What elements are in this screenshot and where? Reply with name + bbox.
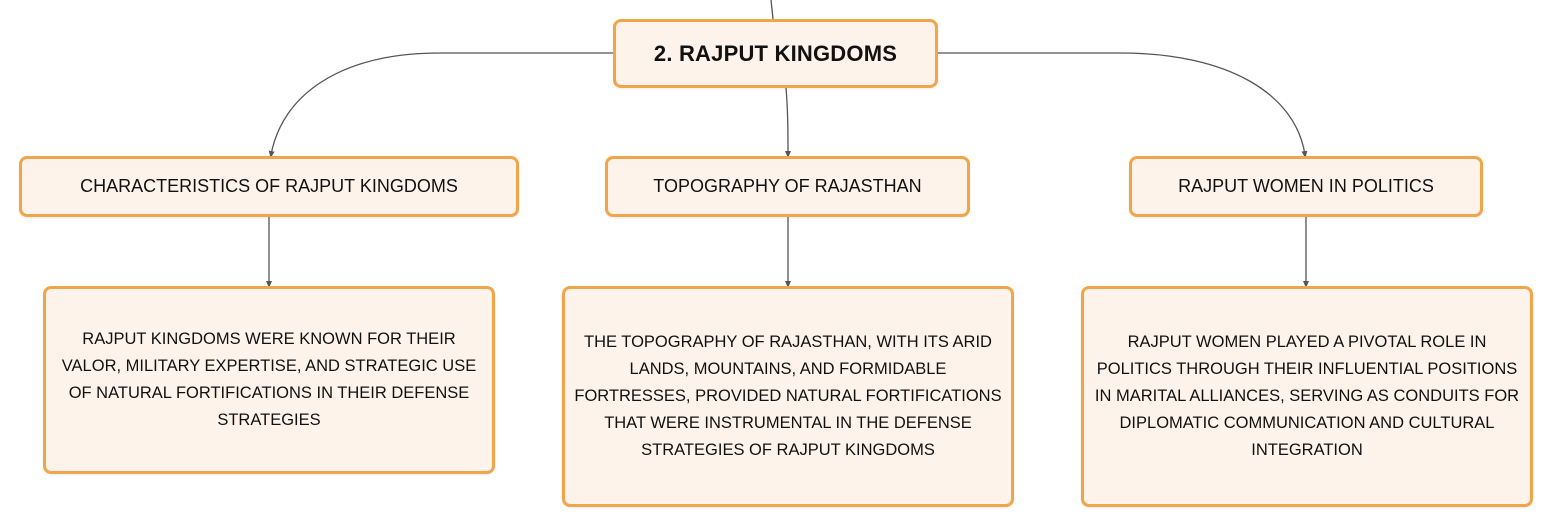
- root-node-label: 2. RAJPUT KINGDOMS: [653, 40, 898, 66]
- connector-root-to-topography: [786, 88, 788, 155]
- description-text: RAJPUT KINGDOMS WERE KNOWN FOR THEIR VALOR, MILITARY EXPERTISE, AND STRATEGIC USE OF NATURAL FORTIFICATIONS IN THEIR DEFENSE STRATEGIES: [61, 330, 477, 429]
- description-text: RAJPUT WOMEN PLAYED A PIVOTAL ROLE IN POLITICS THROUGH THEIR INFLUENTIAL POSITIONS IN MARITAL ALLIANCES, SERVING AS CONDUITS FOR DIPLOMATIC COMMUNICATION AND CULTURAL INTEGRATION: [1094, 333, 1520, 459]
- topic-node-label: TOPOGRAPHY OF RAJASTHAN: [653, 176, 922, 196]
- connector-root-to-women: [938, 53, 1305, 155]
- description-text: THE TOPOGRAPHY OF RAJASTHAN, WITH ITS ARID LANDS, MOUNTAINS, AND FORMIDABLE FORTRESSES, PROVIDED NATURAL FORTIFICATIONS THAT WERE INSTRUMENTAL IN THE DEFENSE STRATEGIES OF RAJPUT KINGDOMS: [574, 333, 1002, 459]
- topic-node-characteristics[interactable]: [19, 156, 519, 217]
- topic-node-women-in-politics[interactable]: [1129, 156, 1483, 217]
- connector-root-to-characteristics: [271, 53, 613, 155]
- incoming-connector: [771, 0, 773, 19]
- topic-node-label: RAJPUT WOMEN IN POLITICS: [1178, 176, 1434, 196]
- description-node-topography[interactable]: [562, 286, 1014, 507]
- description-node-characteristics[interactable]: [43, 286, 495, 474]
- root-node-rajput-kingdoms[interactable]: [613, 19, 938, 88]
- topic-node-label: CHARACTERISTICS OF RAJPUT KINGDOMS: [80, 176, 458, 196]
- description-node-women-in-politics[interactable]: [1081, 286, 1533, 507]
- topic-node-topography[interactable]: [605, 156, 970, 217]
